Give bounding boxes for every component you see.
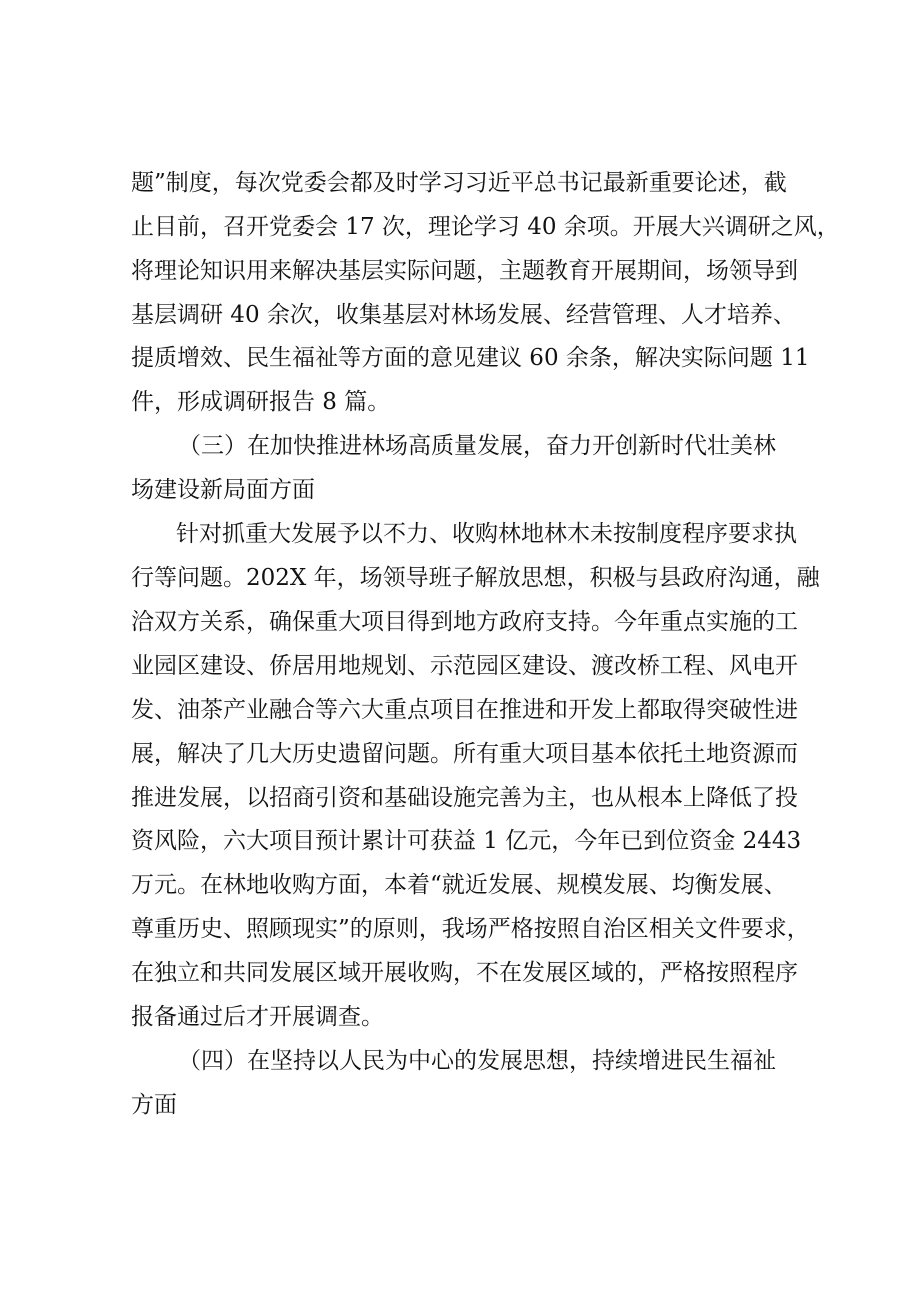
text-line: 洽双方关系，确保重大项目得到地方政府支持。今年重点实施的工 <box>131 609 798 635</box>
text-line: 资风险，六大项目预计累计可获益 1 亿元，今年已到位资金 2443 <box>131 828 802 854</box>
text-line: 推进发展，以招商引资和基础设施完善为主，也从根本上降低了投 <box>131 785 798 811</box>
text-line: 业园区建设、侨居用地规划、示范园区建设、渡改桥工程、风电开 <box>131 653 798 679</box>
section-heading: （四）在坚持以人民为中心的发展思想，持续增进民生福祉 <box>178 1048 776 1074</box>
text-line: 展，解决了几大历史遗留问题。所有重大项目基本依托土地资源而 <box>131 741 798 767</box>
text-line: 报备通过后才开展调查。 <box>131 1004 384 1030</box>
text-line: 在独立和共同发展区域开展收购，不在发展区域的，严格按照程序 <box>131 960 798 986</box>
section-heading: 方面 <box>131 1092 177 1118</box>
text-line: 尊重历史、照顾现实”的原则，我场严格按照自治区相关文件要求， <box>131 916 810 942</box>
section-heading: 场建设新局面方面 <box>131 477 315 503</box>
section-heading: （三）在加快推进林场高质量发展，奋力开创新时代壮美林 <box>178 433 776 459</box>
text-line: 针对抓重大发展予以不力、收购林地林木未按制度程序要求执 <box>176 521 797 547</box>
text-line: 提质增效、民生福祉等方面的意见建议 60 余条，解决实际问题 11 <box>131 345 810 371</box>
text-line: 题”制度，每次党委会都及时学习习近平总书记最新重要论述，截 <box>131 170 787 196</box>
text-line: 止目前，召开党委会 17 次，理论学习 40 余项。开展大兴调研之风， <box>131 214 840 240</box>
text-line: 基层调研 40 余次，收集基层对林场发展、经营管理、人才培养、 <box>131 302 796 328</box>
text-line: 将理论知识用来解决基层实际问题，主题教育开展期间，场领导到 <box>131 258 798 284</box>
text-line: 行等问题。202X 年，场领导班子解放思想，积极与县政府沟通，融 <box>131 565 820 591</box>
text-line: 万元。在林地收购方面，本着“就近发展、规模发展、均衡发展、 <box>131 872 787 898</box>
text-line: 发、油茶产业融合等六大重点项目在推进和开发上都取得突破性进 <box>131 697 798 723</box>
text-line: 件，形成调研报告 8 篇。 <box>131 389 391 415</box>
